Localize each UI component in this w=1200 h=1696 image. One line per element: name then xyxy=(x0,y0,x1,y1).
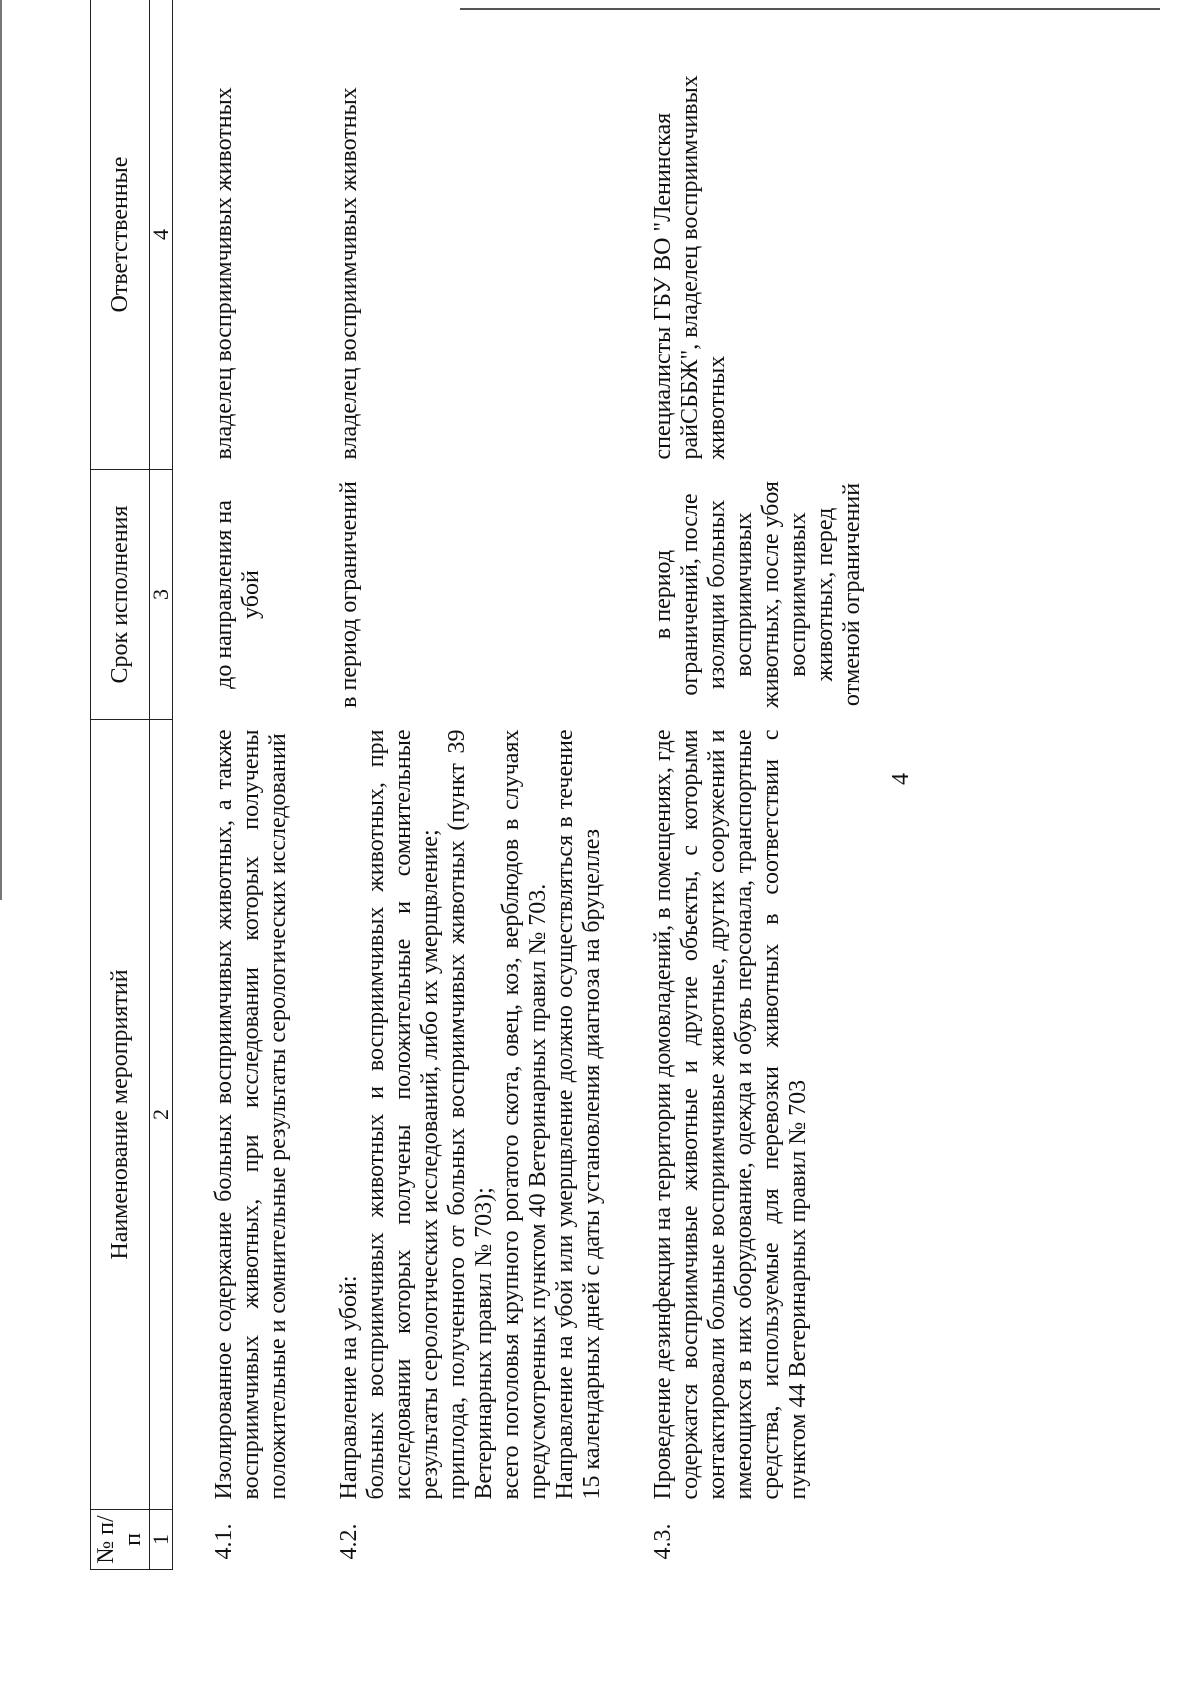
measure-name-part: Направление на убой или умерщвление должно осуществляться в течение 15 календарных дней с даты установления диагноза на бруцеллез xyxy=(552,729,605,1500)
table-header-row xyxy=(91,0,150,1570)
header-num: № п/п xyxy=(91,1510,150,1570)
measure-name-part: всего поголовья крупного рогатого скота, овец, коз, верблюдов в случаях предусмотренных пунктом 40 Ветеринарных правил № 703. xyxy=(498,729,551,1500)
column-number: 1 xyxy=(150,1510,173,1570)
measure-name: Проведение дезинфекции на территории домовладений, в помещениях, где содержатся восприимчивые животные и другие объекты, с которыми контактировали больные восприимчивые животные, других сооружений и имеющихся в них оборудование, одежда и обувь персонала, транспортные средства, используемые для перевозки животных в соответствии с пунктом 44 Ветеринарных правил № 703 xyxy=(650,729,811,1500)
page-number: 4 xyxy=(888,773,914,785)
measure-term: до направления на убой xyxy=(211,500,264,689)
header-name: Наименование мероприятий xyxy=(91,720,150,1510)
measure-name: Изолированное содержание больных восприимчивых животных, а также восприимчивых животных, при исследовании которых получены положительные и сомнительные результаты серологических исследований xyxy=(211,729,291,1500)
rotated-page xyxy=(30,20,1130,1620)
header-responsible: Ответственные xyxy=(91,0,150,470)
measures-table xyxy=(90,0,872,1570)
measure-responsible: специалисты ГБУ ВО "Ленинская райСББЖ", владелец восприимчивых животных xyxy=(650,75,730,460)
measure-term: в период ограничений xyxy=(336,481,362,708)
header-term: Срок исполнения xyxy=(91,470,150,720)
measure-name-heading: Направление на убой: xyxy=(336,1275,362,1500)
row-number: 4.1. xyxy=(211,1523,237,1560)
column-number: 2 xyxy=(150,720,173,1510)
measure-responsible: владелец восприимчивых животных xyxy=(211,87,237,460)
column-number: 3 xyxy=(150,470,173,720)
table-row xyxy=(644,0,872,1570)
table-row xyxy=(330,0,612,1570)
measure-name-part: приплода, полученного от больных восприимчивых животных (пункт 39 Ветеринарных правил № 703); xyxy=(444,729,497,1500)
column-number: 4 xyxy=(150,0,173,470)
scan-edge-line-left xyxy=(0,0,2,900)
column-numbers-row xyxy=(150,0,173,1570)
measure-responsible: владелец восприимчивых животных xyxy=(336,87,362,460)
table-row xyxy=(205,0,298,1570)
measure-name-part: больных восприимчивых животных и восприимчивых животных, при исследовании которых получены положительные и сомнительные результаты серологических исследований, либо их умерщвление; xyxy=(363,729,443,1500)
measure-term: в период ограничений, после изоляции больных восприимчивых животных, после убоя восприимчивых животных, перед отменой ограничений xyxy=(650,481,865,708)
measure-name xyxy=(330,720,612,1510)
row-number: 4.3. xyxy=(650,1523,676,1560)
row-number: 4.2. xyxy=(336,1523,362,1560)
